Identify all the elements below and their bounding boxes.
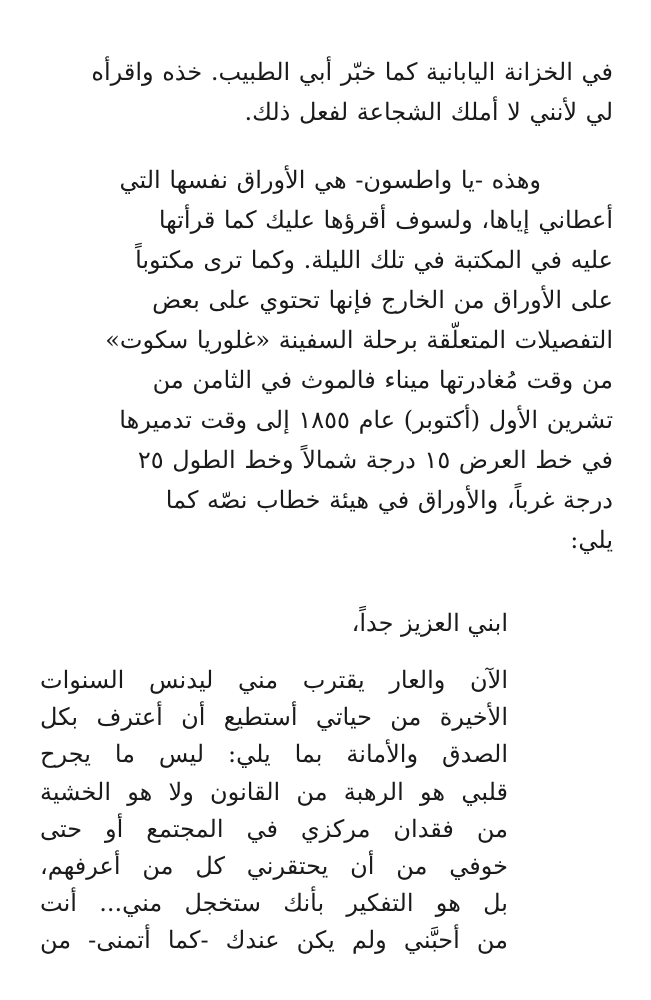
- text-line: بل هو التفكير بأنك ستخجل مني... أنت: [40, 889, 508, 918]
- letter-salutation: ابني العزيز جداً،: [351, 609, 508, 637]
- text-line: تشرين الأول (أكتوبر) عام ١٨٥٥ إلى وقت تدميرها: [119, 406, 613, 434]
- paragraph-1: [38, 52, 613, 132]
- text-line: خوفي من أن يحتقرني كل من أعرفهم،: [40, 852, 508, 881]
- text-line: لي لأنني لا أملك الشجاعة لفعل ذلك.: [244, 98, 613, 126]
- paragraph-2: [38, 160, 613, 560]
- text-line: قلبي هو الرهبة من القانون ولا هو الخشية: [40, 777, 508, 806]
- text-line: على الأوراق من الخارج فإنها تحتوي على بعض: [152, 286, 613, 314]
- text-line: الصدق والأمانة بما يلي: ليس ما يجرح: [40, 740, 508, 769]
- text-line: وهذه -يا واطسون- هي الأوراق نفسها التي: [119, 166, 541, 194]
- text-line: درجة غرباً، والأوراق في هيئة خطاب نصّه كما: [165, 486, 613, 514]
- text-line: من فقدان مركزي في المجتمع أو حتى: [40, 814, 508, 843]
- text-line: في خط العرض ١٥ درجة شمالاً وخط الطول ٢٥: [137, 446, 613, 474]
- text-line: التفصيلات المتعلّقة برحلة السفينة «غلوريا سكوت»: [105, 326, 613, 354]
- text-line: من أحبَّني ولم يكن عندك -كما أتمنى- من: [40, 926, 508, 955]
- letter-body: [40, 662, 508, 960]
- text-line: يلي:: [570, 526, 613, 554]
- text-line: في الخزانة اليابانية كما خبّر أبي الطبيب. خذه واقرأه: [91, 58, 613, 86]
- text-line: أعطاني إياها، ولسوف أقرؤها عليك كما قرأتها: [158, 206, 613, 234]
- text-line: عليه في المكتبة في تلك الليلة. وكما ترى مكتوباً: [135, 246, 613, 274]
- text-line: الآن والعار يقترب مني ليدنس السنوات: [40, 666, 508, 694]
- text-line: من وقت مُغادرتها ميناء فالموث في الثامن من: [152, 366, 613, 394]
- text-line: الأخيرة من حياتي أستطيع أن أعترف بكل: [40, 703, 508, 732]
